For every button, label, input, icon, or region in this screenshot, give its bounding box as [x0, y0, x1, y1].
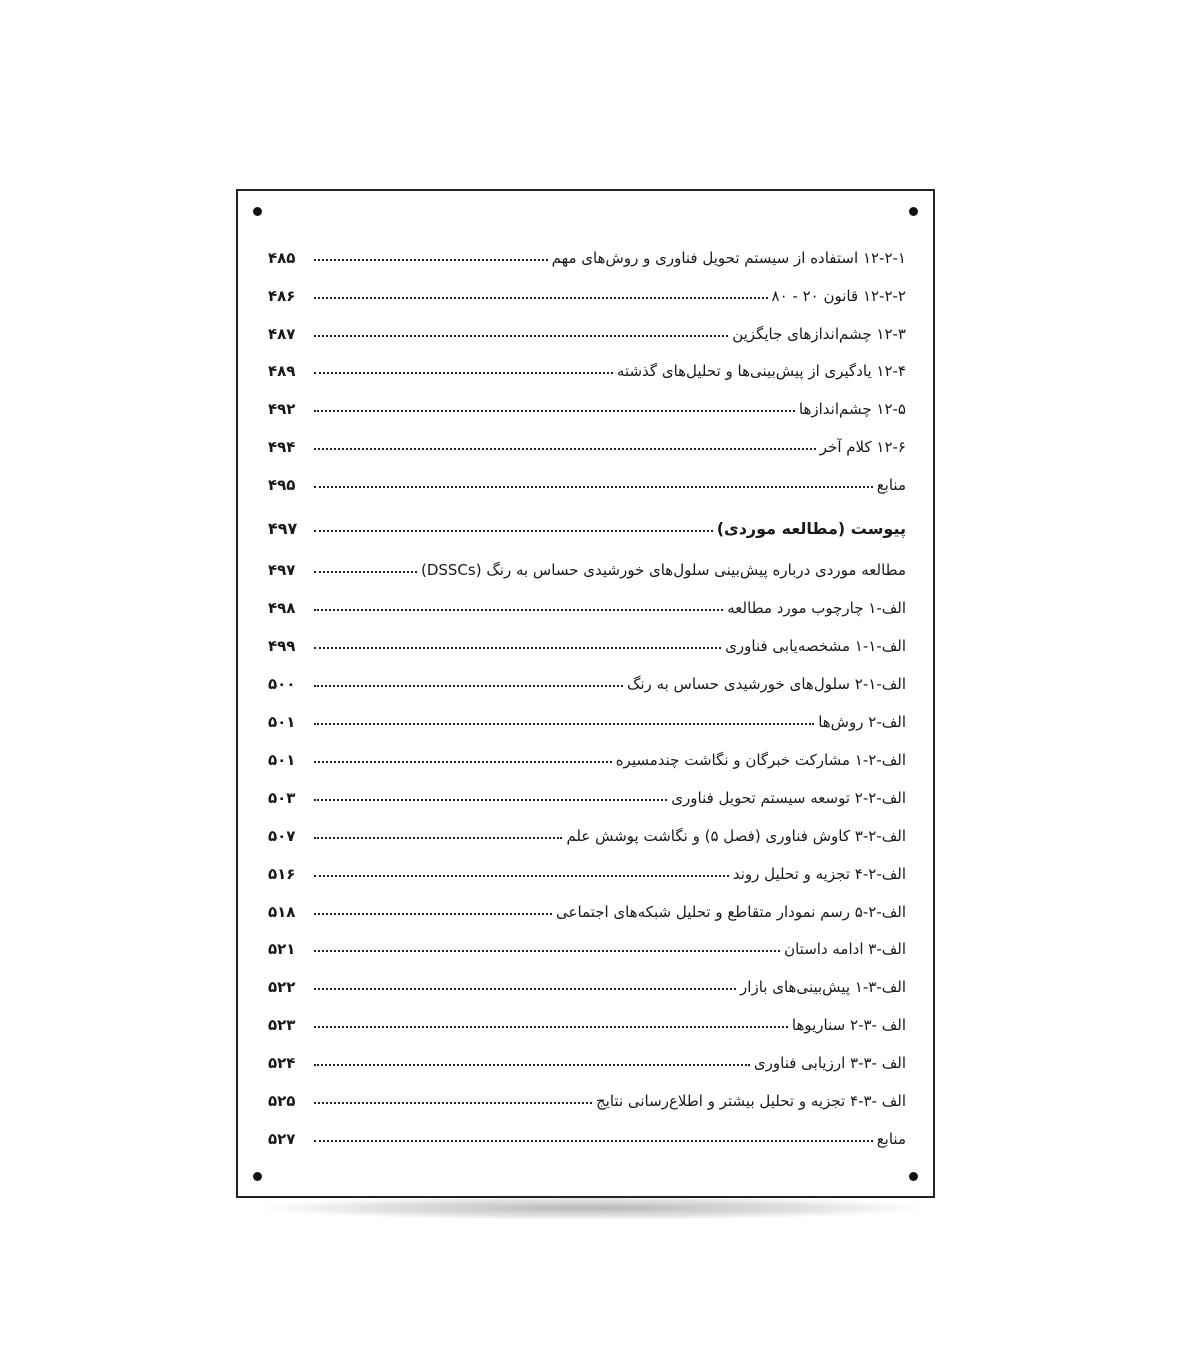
dot-leader: [314, 761, 612, 763]
dot-leader: [314, 685, 623, 687]
toc-entry-title: الف-۱-۲ سلول‌های خورشیدی حساس به رنگ: [626, 675, 906, 693]
toc-entry: [268, 739, 906, 769]
toc-entry-page-number: ۵۲۱: [268, 940, 296, 958]
toc-entry: [268, 853, 906, 883]
toc-entry-title: الف-۲-۲ توسعه سیستم تحویل فناوری: [671, 789, 906, 807]
dot-leader: [314, 1140, 873, 1142]
toc-entry-page-number: ۴۹۵: [268, 476, 296, 494]
toc-entry-title: مطالعه موردی درباره پیش‌بینی سلول‌های خورشیدی حساس به رنگ (DSSCs): [420, 561, 906, 579]
toc-entry-page-number: ۴۹۴: [268, 438, 296, 456]
dot-leader: [314, 335, 728, 337]
toc-entry: [268, 508, 906, 538]
toc-entry: [268, 275, 906, 305]
toc-entry: [268, 701, 906, 731]
toc-entry-title: الف-۲-۴ تجزیه و تحلیل روند: [732, 865, 906, 883]
toc-entry-page-number: ۴۸۷: [268, 325, 296, 343]
dot-leader: [314, 259, 548, 261]
toc-entry: [268, 1004, 906, 1034]
toc-entry: [268, 426, 906, 456]
toc-entry-title: الف-۱-۱ مشخصه‌یابی فناوری: [725, 637, 906, 655]
toc-entry: [268, 966, 906, 996]
dot-leader: [314, 988, 736, 990]
toc-entry-page-number: ۵۲۵: [268, 1092, 296, 1110]
toc-entry: [268, 1042, 906, 1072]
toc-entry-title: الف -۳-۴ تجزیه و تحلیل بیشتر و اطلاع‌رسانی نتایج: [595, 1092, 906, 1110]
dot-leader: [314, 372, 613, 374]
toc-entry-title: پیوست (مطالعه موردی): [716, 519, 906, 538]
toc-entry-title: الف -۳-۳ ارزیابی فناوری: [753, 1054, 906, 1072]
dot-leader: [314, 913, 552, 915]
toc-entry-title: الف-۳ ادامه داستان: [784, 940, 906, 958]
dot-leader: [314, 1064, 750, 1066]
toc-entry-page-number: ۵۱۸: [268, 903, 296, 921]
toc-entry: [268, 549, 906, 579]
dot-leader: [314, 530, 713, 532]
dot-leader: [314, 875, 729, 877]
toc-entry-page-number: ۵۰۰: [268, 675, 296, 693]
toc-entry-page-number: ۴۹۲: [268, 400, 296, 418]
toc-entry: [268, 625, 906, 655]
toc-entry: [268, 237, 906, 267]
dot-leader: [314, 410, 795, 412]
dot-leader: [314, 609, 723, 611]
toc-entry-page-number: ۴۸۶: [268, 287, 296, 305]
toc-entry: [268, 891, 906, 921]
toc-entry-page-number: ۵۱۶: [268, 865, 296, 883]
toc-entry-title: الف-۱ چارچوب مورد مطالعه: [727, 599, 906, 617]
dot-leader: [314, 1026, 788, 1028]
toc-entry-page-number: ۴۹۷: [268, 519, 298, 538]
toc-entry: [268, 587, 906, 617]
toc-entry-page-number: ۵۰۳: [268, 789, 296, 807]
dot-leader: [314, 647, 721, 649]
toc-entry-page-number: ۴۹۹: [268, 637, 296, 655]
toc-entry-title: الف-۲-۱ مشارکت خبرگان و نگاشت چندمسیره: [615, 751, 906, 769]
toc-entry-title: الف -۳-۲ سناریوها: [791, 1016, 906, 1034]
dot-leader: [314, 297, 768, 299]
toc-entry-title: ۱۲-۴ یادگیری از پیش‌بینی‌ها و تحلیل‌های گذشته: [616, 362, 906, 380]
toc-entry: [268, 777, 906, 807]
corner-dot-icon: [909, 1172, 918, 1181]
toc-entry-title: ۱۲-۲-۲ قانون ۲۰ - ۸۰: [771, 287, 906, 305]
toc-entry: [268, 313, 906, 343]
toc-entry: [268, 815, 906, 845]
dot-leader: [314, 723, 814, 725]
toc-entry-title: ۱۲-۲-۱ استفاده از سیستم تحویل فناوری و روش‌های مهم: [551, 249, 906, 267]
toc-entry-page-number: ۵۰۱: [268, 713, 296, 731]
toc-entry: [268, 1080, 906, 1110]
toc-entry-page-number: ۵۲۴: [268, 1054, 296, 1072]
toc-entry-title: الف-۳-۱ پیش‌بینی‌های بازار: [740, 978, 906, 996]
toc-entry-title: ۱۲-۳ چشم‌اندازهای جایگزین: [732, 325, 906, 343]
toc-entry-page-number: ۴۹۸: [268, 599, 296, 617]
toc-entry-title: ۱۲-۶ کلام آخر: [819, 438, 906, 456]
corner-dot-icon: [253, 207, 262, 216]
toc-entry-page-number: ۵۰۷: [268, 827, 296, 845]
toc-entry: [268, 663, 906, 693]
toc-entry: [268, 928, 906, 958]
toc-entry-title: الف-۲-۵ رسم نمودار متقاطع و تحلیل شبکه‌های اجتماعی: [556, 903, 906, 921]
toc-entry: [268, 388, 906, 418]
dot-leader: [314, 571, 417, 573]
toc-entry: [268, 464, 906, 494]
toc-entry: [268, 350, 906, 380]
toc-entry-title: منابع: [876, 1130, 906, 1148]
toc-entry-title: منابع: [876, 476, 906, 494]
toc-entry-title: ۱۲-۵ چشم‌اندازها: [798, 400, 906, 418]
book-page: [236, 189, 935, 1198]
dot-leader: [314, 1102, 592, 1104]
toc-entry-page-number: ۵۰۱: [268, 751, 296, 769]
toc-entry-page-number: ۵۲۷: [268, 1130, 296, 1148]
dot-leader: [314, 486, 873, 488]
dot-leader: [314, 837, 562, 839]
toc-entry-title: الف-۲-۳ کاوش فناوری (فصل ۵) و نگاشت پوشش علم: [566, 827, 906, 845]
dot-leader: [314, 950, 780, 952]
corner-dot-icon: [909, 207, 918, 216]
corner-dot-icon: [253, 1172, 262, 1181]
toc-entry-page-number: ۴۸۵: [268, 249, 296, 267]
toc-entry: [268, 1118, 906, 1148]
dot-leader: [314, 799, 667, 801]
toc-entry-title: الف-۲ روش‌ها: [818, 713, 906, 731]
toc-entry-page-number: ۴۸۹: [268, 362, 296, 380]
toc-entry-page-number: ۵۲۳: [268, 1016, 296, 1034]
toc-entry-page-number: ۴۹۷: [268, 561, 296, 579]
toc-entry-page-number: ۵۲۲: [268, 978, 296, 996]
dot-leader: [314, 448, 816, 450]
page-shadow: [262, 1196, 922, 1220]
